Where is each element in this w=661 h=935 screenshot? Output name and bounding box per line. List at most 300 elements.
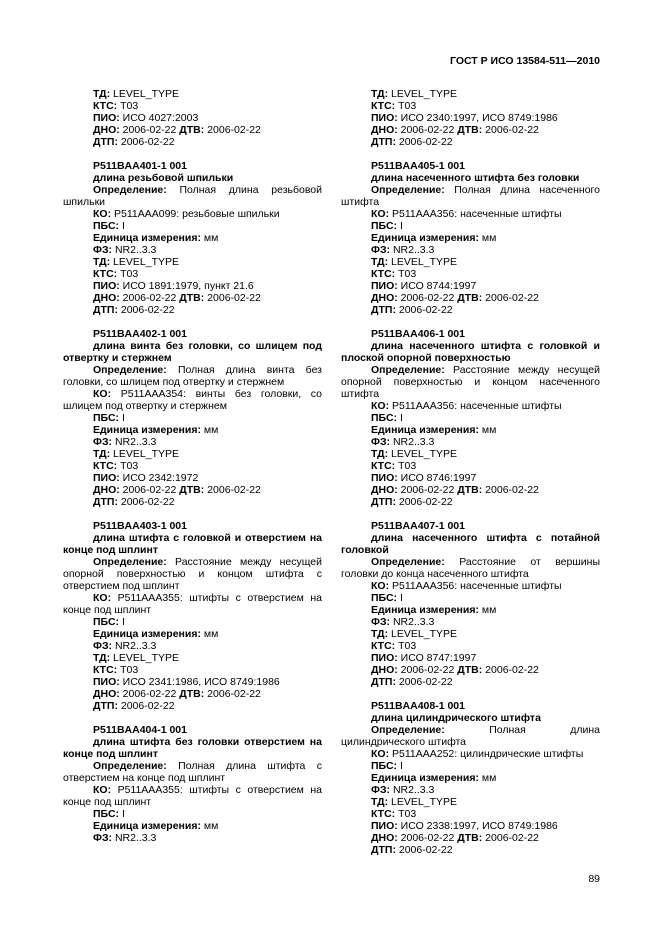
value-text: P511AAA355: штифты с отверстием на конце под шплинт (63, 784, 322, 808)
entry-block (341, 160, 600, 316)
paragraph (63, 556, 322, 592)
paragraph (341, 424, 600, 436)
value-text: LEVEL_TYPE (110, 448, 180, 460)
paragraph (341, 100, 600, 112)
paragraph (341, 244, 600, 256)
paragraph (63, 184, 322, 208)
paragraph (341, 844, 600, 856)
paragraph (63, 412, 322, 424)
paragraph (63, 388, 322, 412)
value-text: ИСО 8747:1997 (397, 652, 477, 664)
paragraph (341, 532, 600, 556)
label-text: ФЗ: (371, 616, 391, 628)
paragraph (63, 640, 322, 652)
label-text: Определение: (371, 364, 445, 376)
label-text: Единица измерения: (371, 604, 479, 616)
label-text: ПИО: (93, 472, 120, 484)
label-text: ТД: (93, 448, 111, 460)
label-text: ПИО: (371, 652, 398, 664)
label-text: длина насеченного штифта с потайной головкой (341, 532, 600, 556)
paragraph (341, 436, 600, 448)
value-text: ИСО 4027:2003 (119, 112, 199, 124)
paragraph (341, 604, 600, 616)
value-text: Т03 (117, 268, 139, 280)
label-text: КТС: (371, 808, 396, 820)
paragraph (63, 136, 322, 148)
paragraph (63, 292, 322, 304)
label-text: Единица измерения: (371, 772, 479, 784)
label-text: ДТВ: (457, 832, 483, 844)
value-text: 2006-02-22 (482, 832, 539, 844)
paragraph (63, 760, 322, 784)
value-text: Т03 (395, 808, 417, 820)
value-text: Полная длина цилиндрического штифта (341, 724, 600, 748)
label-text: ФЗ: (371, 244, 391, 256)
value-text: 2006-02-22 (204, 292, 261, 304)
label-text: ДТВ: (457, 664, 483, 676)
label-text: P511BAA408-1 001 (371, 700, 465, 712)
label-text: ФЗ: (371, 436, 391, 448)
label-text: P511BAA405-1 001 (371, 160, 465, 172)
paragraph (341, 496, 600, 508)
label-text: ТД: (371, 88, 389, 100)
paragraph (63, 340, 322, 364)
value-text: NR2..3.3 (390, 616, 435, 628)
label-text: ПБС: (371, 220, 398, 232)
label-text: ФЗ: (93, 436, 113, 448)
value-text: ИСО 8744:1997 (397, 280, 477, 292)
label-text: КО: (93, 592, 112, 604)
paragraph (63, 832, 322, 844)
label-text: ТД: (93, 88, 111, 100)
label-text: КТС: (371, 460, 396, 472)
value-text: I (397, 412, 403, 424)
paragraph (341, 808, 600, 820)
paragraph (63, 208, 322, 220)
paragraph (341, 472, 600, 484)
label-text: КО: (93, 388, 112, 400)
entry-block (63, 160, 322, 316)
paragraph (341, 460, 600, 472)
paragraph (63, 328, 322, 340)
label-text: Определение: (371, 184, 445, 196)
paragraph (341, 88, 600, 100)
label-text: P511BAA404-1 001 (93, 724, 187, 736)
paragraph (341, 784, 600, 796)
label-text: КО: (371, 580, 390, 592)
label-text: КО: (93, 784, 112, 796)
value-text: 2006-02-22 (117, 136, 175, 148)
label-text: ДТВ: (457, 124, 483, 136)
entry-block (63, 88, 322, 148)
value-text: ИСО 2341:1986, ИСО 8749:1986 (119, 676, 280, 688)
value-text: мм (200, 232, 219, 244)
value-text: Расстояние между несущей опорной поверхностью и концом насеченного штифта (341, 364, 600, 400)
label-text: ДТВ: (179, 124, 205, 136)
label-text: ПИО: (371, 820, 398, 832)
label-text: Определение: (93, 760, 167, 772)
value-text: мм (200, 628, 219, 640)
paragraph (341, 832, 600, 844)
paragraph (341, 400, 600, 412)
label-text: КТС: (371, 100, 396, 112)
label-text: Определение: (93, 184, 167, 196)
paragraph (341, 724, 600, 748)
paragraph (63, 676, 322, 688)
value-text: Полная длина резьбовой шпильки (63, 184, 322, 208)
value-text: Т03 (117, 100, 139, 112)
paragraph (63, 736, 322, 760)
label-text: ТД: (371, 448, 389, 460)
value-text: NR2..3.3 (112, 640, 157, 652)
label-text: КО: (371, 208, 390, 220)
value-text: 2006-02-22 (119, 688, 180, 700)
value-text: P511AAA355: штифты с отверстием на конце под шплинт (63, 592, 322, 616)
paragraph (341, 772, 600, 784)
column-right (341, 88, 600, 856)
paragraph (341, 280, 600, 292)
value-text: 2006-02-22 (204, 688, 261, 700)
label-text: ПИО: (93, 676, 120, 688)
paragraph (63, 160, 322, 172)
paragraph (63, 616, 322, 628)
value-text: 2006-02-22 (395, 304, 453, 316)
entry-block (63, 328, 322, 508)
value-text: 2006-02-22 (117, 304, 175, 316)
label-text: ПБС: (93, 808, 120, 820)
value-text: P511AAA356: насеченные штифты (389, 208, 562, 220)
paragraph (341, 748, 600, 760)
paragraph (341, 520, 600, 532)
value-text: 2006-02-22 (482, 664, 539, 676)
paragraph (63, 364, 322, 388)
two-column-layout (63, 88, 600, 856)
label-text: ДТП: (371, 136, 396, 148)
value-text: мм (478, 232, 497, 244)
paragraph (341, 760, 600, 772)
label-text: ДНО: (93, 688, 120, 700)
value-text: 2006-02-22 (395, 136, 453, 148)
value-text: 2006-02-22 (119, 292, 180, 304)
value-text: Полная длина штифта с отверстием на конце под шплинт (63, 760, 322, 784)
column-left (63, 88, 322, 856)
paragraph (341, 340, 600, 364)
label-text: КТС: (93, 268, 118, 280)
value-text: LEVEL_TYPE (388, 448, 458, 460)
value-text: Т03 (395, 100, 417, 112)
paragraph (63, 460, 322, 472)
label-text: ДТВ: (179, 688, 205, 700)
value-text: I (119, 808, 125, 820)
paragraph (63, 232, 322, 244)
label-text: длина цилиндрического штифта (371, 712, 541, 724)
paragraph (341, 232, 600, 244)
value-text: I (119, 616, 125, 628)
paragraph (341, 112, 600, 124)
label-text: ПИО: (93, 112, 120, 124)
label-text: ДТП: (93, 136, 118, 148)
label-text: Определение: (371, 556, 445, 568)
label-text: Единица измерения: (93, 424, 201, 436)
label-text: Определение: (93, 364, 167, 376)
paragraph (341, 268, 600, 280)
label-text: ПБС: (371, 592, 398, 604)
label-text: ДТП: (371, 496, 396, 508)
value-text: 2006-02-22 (482, 292, 539, 304)
label-text: ТД: (371, 796, 389, 808)
value-text: P511AAA354: винты без головки, со шлицем под отвертку и стержнем (63, 388, 322, 412)
label-text: КТС: (93, 100, 118, 112)
label-text: ПИО: (93, 280, 120, 292)
label-text: ФЗ: (93, 244, 113, 256)
paragraph (63, 688, 322, 700)
paragraph (63, 652, 322, 664)
value-text: Расстояние от вершины головки до конца насеченного штифта (341, 556, 600, 580)
paragraph (63, 484, 322, 496)
label-text: ДНО: (93, 292, 120, 304)
label-text: длина штифта с головкой и отверстием на конце под шплинт (63, 532, 322, 556)
label-text: ДТП: (371, 304, 396, 316)
value-text: мм (478, 604, 497, 616)
value-text: Расстояние между несущей опорной поверхностью и концом штифта с отверстием под шплинт (63, 556, 322, 592)
entry-block (341, 328, 600, 508)
label-text: ДТВ: (179, 484, 205, 496)
paragraph (63, 220, 322, 232)
label-text: длина насеченного штифта с головкой и плоской опорной поверхностью (341, 340, 600, 364)
value-text: I (119, 412, 125, 424)
paragraph (341, 184, 600, 208)
paragraph (63, 628, 322, 640)
label-text: Определение: (93, 556, 167, 568)
paragraph (63, 268, 322, 280)
paragraph (341, 136, 600, 148)
label-text: ДНО: (371, 484, 398, 496)
value-text: LEVEL_TYPE (388, 256, 458, 268)
label-text: КО: (93, 208, 112, 220)
value-text: Т03 (117, 460, 139, 472)
value-text: ИСО 2342:1972 (119, 472, 199, 484)
value-text: Т03 (117, 664, 139, 676)
label-text: КО: (371, 748, 390, 760)
paragraph (341, 592, 600, 604)
label-text: КТС: (93, 460, 118, 472)
value-text: 2006-02-22 (397, 292, 458, 304)
label-text: длина насеченного штифта без головки (371, 172, 580, 184)
paragraph (63, 256, 322, 268)
paragraph (63, 472, 322, 484)
label-text: ДНО: (371, 124, 398, 136)
entry-block (341, 520, 600, 688)
label-text: ДТВ: (179, 292, 205, 304)
label-text: ДТП: (93, 496, 118, 508)
label-text: ДТП: (371, 844, 396, 856)
page-number: 89 (588, 873, 600, 885)
label-text: ФЗ: (93, 832, 113, 844)
paragraph (63, 304, 322, 316)
value-text: NR2..3.3 (390, 436, 435, 448)
value-text: I (119, 220, 125, 232)
value-text: I (397, 220, 403, 232)
value-text: NR2..3.3 (390, 244, 435, 256)
entry-block (63, 520, 322, 712)
value-text: 2006-02-22 (117, 496, 175, 508)
label-text: КО: (371, 400, 390, 412)
value-text: 2006-02-22 (397, 832, 458, 844)
value-text: 2006-02-22 (482, 484, 539, 496)
value-text: 2006-02-22 (117, 700, 175, 712)
label-text: ФЗ: (371, 784, 391, 796)
value-text: 2006-02-22 (397, 664, 458, 676)
paragraph (341, 220, 600, 232)
label-text: Единица измерения: (93, 232, 201, 244)
paragraph (341, 616, 600, 628)
value-text: 2006-02-22 (395, 496, 453, 508)
paragraph (63, 88, 322, 100)
paragraph (341, 256, 600, 268)
label-text: ТД: (371, 628, 389, 640)
paragraph (63, 784, 322, 808)
label-text: КТС: (371, 640, 396, 652)
label-text: ТД: (93, 652, 111, 664)
paragraph (63, 112, 322, 124)
value-text: NR2..3.3 (390, 784, 435, 796)
value-text: 2006-02-22 (204, 484, 261, 496)
label-text: ДНО: (371, 832, 398, 844)
value-text: P511AAA252: цилиндрические штифты (389, 748, 584, 760)
value-text: ИСО 2340:1997, ИСО 8749:1986 (397, 112, 558, 124)
label-text: ПБС: (93, 220, 120, 232)
paragraph (341, 820, 600, 832)
value-text: I (397, 760, 403, 772)
label-text: ТД: (371, 256, 389, 268)
paragraph (63, 172, 322, 184)
paragraph (63, 664, 322, 676)
label-text: ДНО: (371, 664, 398, 676)
paragraph (341, 640, 600, 652)
label-text: ПИО: (371, 112, 398, 124)
value-text: NR2..3.3 (112, 244, 157, 256)
paragraph (341, 208, 600, 220)
label-text: ДТВ: (457, 292, 483, 304)
paragraph (63, 436, 322, 448)
value-text: I (397, 592, 403, 604)
label-text: P511BAA401-1 001 (93, 160, 187, 172)
label-text: ДНО: (93, 124, 120, 136)
paragraph (63, 424, 322, 436)
value-text: 2006-02-22 (119, 484, 180, 496)
value-text: ИСО 8746:1997 (397, 472, 477, 484)
label-text: длина винта без головки, со шлицем под отвертку и стержнем (63, 340, 322, 364)
label-text: ДТП: (93, 304, 118, 316)
paragraph (341, 796, 600, 808)
entry-block (63, 724, 322, 844)
paragraph (341, 412, 600, 424)
paragraph (63, 496, 322, 508)
value-text: NR2..3.3 (112, 436, 157, 448)
label-text: P511BAA406-1 001 (371, 328, 465, 340)
label-text: ПИО: (371, 280, 398, 292)
paragraph (63, 532, 322, 556)
paragraph (341, 700, 600, 712)
value-text: 2006-02-22 (395, 844, 453, 856)
paragraph (341, 160, 600, 172)
paragraph (63, 808, 322, 820)
label-text: Определение: (371, 724, 445, 736)
label-text: ДНО: (371, 292, 398, 304)
label-text: ДНО: (93, 484, 120, 496)
label-text: ФЗ: (93, 640, 113, 652)
paragraph (63, 448, 322, 460)
value-text: Т03 (395, 268, 417, 280)
paragraph (341, 628, 600, 640)
paragraph (63, 520, 322, 532)
paragraph (341, 676, 600, 688)
paragraph (341, 172, 600, 184)
label-text: КТС: (371, 268, 396, 280)
label-text: Единица измерения: (371, 232, 479, 244)
value-text: Т03 (395, 460, 417, 472)
label-text: КТС: (93, 664, 118, 676)
value-text: мм (478, 424, 497, 436)
value-text: NR2..3.3 (112, 832, 157, 844)
value-text: LEVEL_TYPE (388, 88, 458, 100)
value-text: 2006-02-22 (397, 484, 458, 496)
label-text: длина штифта без головки отверстием на конце под шплинт (63, 736, 322, 760)
value-text: LEVEL_TYPE (110, 88, 180, 100)
paragraph (341, 652, 600, 664)
value-text: ИСО 2338:1997, ИСО 8749:1986 (397, 820, 558, 832)
value-text: LEVEL_TYPE (110, 652, 180, 664)
value-text: 2006-02-22 (395, 676, 453, 688)
label-text: Единица измерения: (93, 820, 201, 832)
label-text: ДТВ: (457, 484, 483, 496)
value-text: LEVEL_TYPE (388, 796, 458, 808)
value-text: LEVEL_TYPE (388, 628, 458, 640)
value-text: LEVEL_TYPE (110, 256, 180, 268)
label-text: ДТП: (371, 676, 396, 688)
value-text: 2006-02-22 (204, 124, 261, 136)
value-text: Полная длина насеченного штифта (341, 184, 600, 208)
paragraph (63, 280, 322, 292)
label-text: ПИО: (371, 472, 398, 484)
paragraph (63, 700, 322, 712)
label-text: ПБС: (93, 412, 120, 424)
label-text: ТД: (93, 256, 111, 268)
value-text: 2006-02-22 (482, 124, 539, 136)
paragraph (341, 556, 600, 580)
paragraph (63, 724, 322, 736)
value-text: P511AAA356: насеченные штифты (389, 580, 562, 592)
paragraph (63, 244, 322, 256)
paragraph (341, 292, 600, 304)
paragraph (341, 124, 600, 136)
paragraph (341, 448, 600, 460)
paragraph (341, 328, 600, 340)
value-text: 2006-02-22 (397, 124, 458, 136)
entry-block (341, 88, 600, 148)
label-text: ПБС: (371, 412, 398, 424)
label-text: ПБС: (93, 616, 120, 628)
value-text: 2006-02-22 (119, 124, 180, 136)
label-text: Единица измерения: (371, 424, 479, 436)
page-header-title: ГОСТ Р ИСО 13584-511—2010 (450, 55, 600, 67)
label-text: P511BAA402-1 001 (93, 328, 187, 340)
paragraph (63, 592, 322, 616)
value-text: Т03 (395, 640, 417, 652)
paragraph (63, 820, 322, 832)
paragraph (341, 484, 600, 496)
value-text: мм (200, 424, 219, 436)
